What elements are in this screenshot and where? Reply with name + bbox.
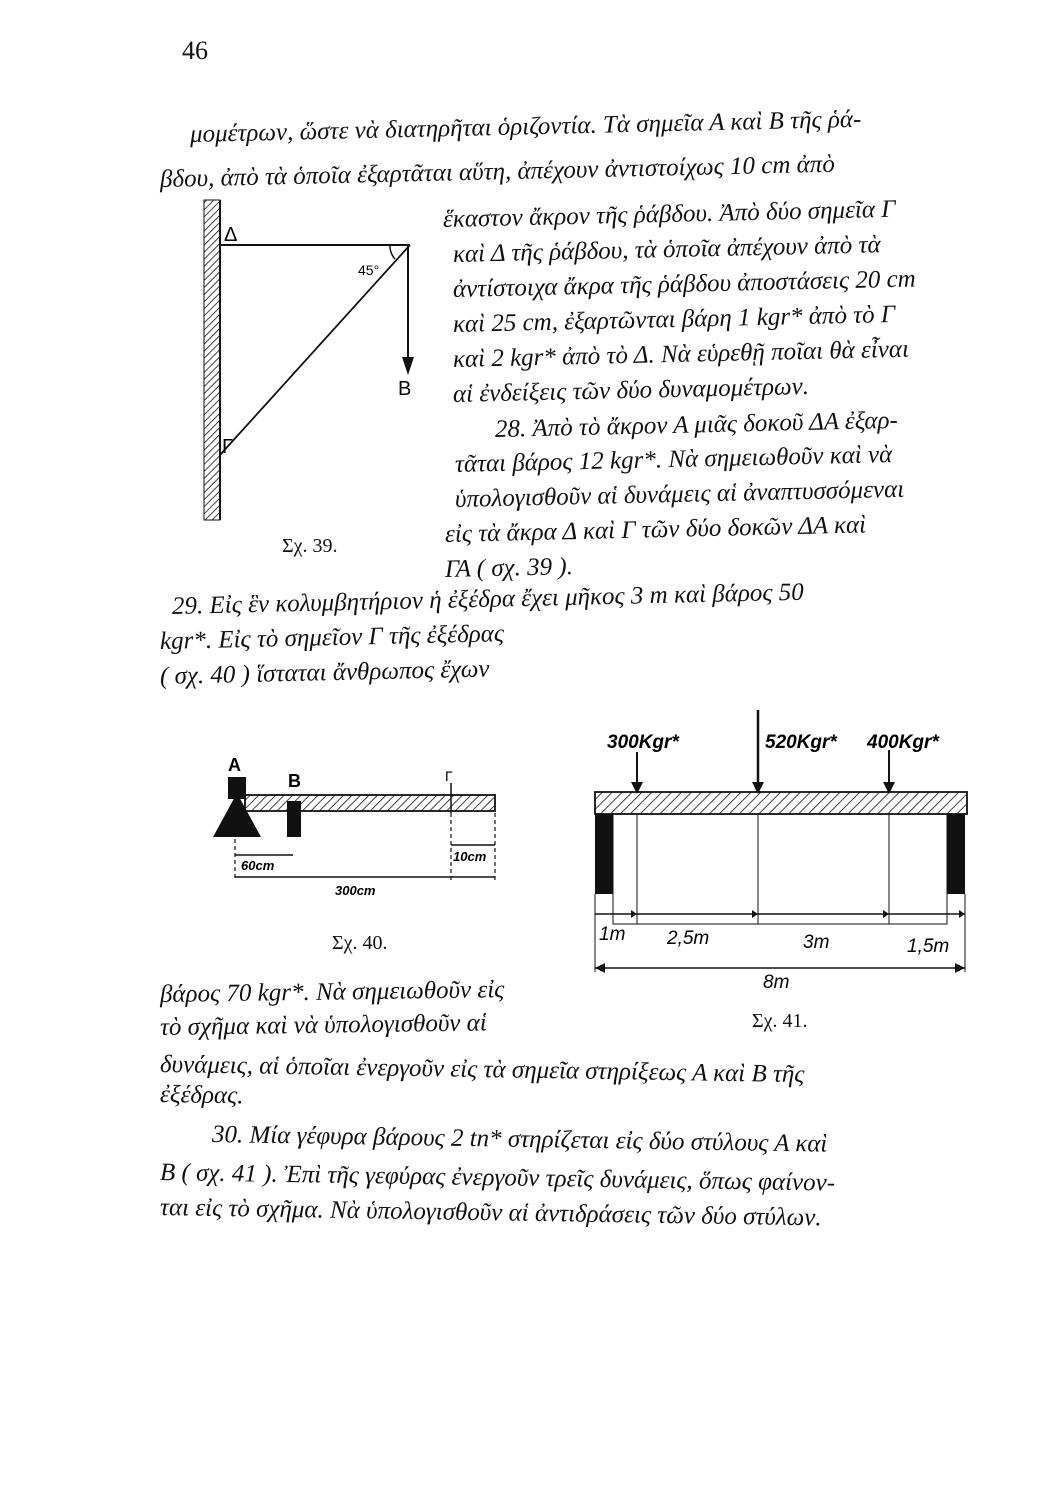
label-gamma: Γ bbox=[222, 436, 234, 458]
label-b: B bbox=[398, 378, 412, 400]
force-label-520: 520Kgr* bbox=[765, 732, 837, 753]
label-angle: 45° bbox=[358, 262, 380, 278]
dim-label-300: 300cm bbox=[335, 883, 376, 898]
force-label-400: 400Kgr* bbox=[867, 732, 939, 753]
platform bbox=[245, 795, 495, 811]
text-line: αἱ ἐνδείξεις τῶν δύο δυναμομέτρων. bbox=[452, 372, 810, 408]
figure-41 bbox=[585, 710, 975, 993]
pillar-a bbox=[595, 814, 613, 894]
label-b: B bbox=[288, 771, 301, 791]
text-line: ( σχ. 40 ) ἵσταται ἄνθρωπος ἔχων bbox=[159, 655, 490, 690]
beam-ga bbox=[220, 245, 410, 455]
tick bbox=[631, 910, 637, 918]
text-line: ἀντίστοιχα ἄκρα τῆς ῥάβδου ἀποστάσεις 20 cm bbox=[452, 265, 916, 303]
dim-label-60: 60cm bbox=[241, 858, 275, 873]
pillar-b bbox=[947, 814, 965, 894]
text-line: δυνάμεις, αἱ ὁποῖαι ἐνεργοῦν εἰς τὰ σημεῖα στηρίξεως Α καὶ Β τῆς bbox=[159, 1051, 805, 1089]
text-line: βάρος 70 kgr*. Νὰ σημειωθοῦν εἰς bbox=[159, 976, 505, 1008]
text-line: μομέτρων, ὥστε νὰ διατηρῆται ὁριζοντία. Τὰ σημεῖα Α καὶ Β τῆς ῥά- bbox=[189, 105, 862, 148]
text-line: ται εἰς τὸ σχῆμα. Νὰ ὑπολογισθοῦν αἱ ἀντιδράσεις τῶν δύο στύλων. bbox=[159, 1194, 822, 1232]
text-line: ἕκαστον ἄκρον τῆς ῥάβδου. Ἀπὸ δύο σημεῖα Γ bbox=[442, 195, 896, 233]
dim-label-10: 10cm bbox=[453, 849, 487, 864]
bridge-deck bbox=[595, 792, 967, 814]
text-line: ΓΑ ( σχ. 39 ). bbox=[444, 553, 574, 583]
figure-40 bbox=[205, 755, 515, 898]
text-line: εἰς τὰ ἄκρα Δ καὶ Γ τῶν δύο δοκῶν ΔΑ καὶ bbox=[444, 511, 867, 548]
arrow-right bbox=[955, 963, 965, 973]
seg-label-3: 3m bbox=[803, 932, 830, 953]
label-gamma: Γ bbox=[445, 768, 453, 784]
text-line: kgr*. Εἰς τὸ σημεῖον Γ τῆς ἐξέδρας bbox=[159, 620, 505, 655]
page-number: 46 bbox=[182, 36, 208, 65]
text-line: τᾶται βάρος 12 kgr*. Νὰ σημειωθοῦν καὶ νὰ bbox=[454, 441, 893, 478]
force-label-300: 300Kgr* bbox=[607, 732, 679, 753]
text-line: 28. Ἀπὸ τὸ ἄκρον Α μιᾶς δοκοῦ ΔΑ ἐξαρ- bbox=[494, 406, 899, 443]
angle-arc bbox=[390, 245, 395, 259]
figure-40-caption: Σχ. 40. bbox=[332, 932, 388, 954]
label-a: A bbox=[228, 755, 241, 775]
figure-39 bbox=[190, 195, 450, 535]
arrow-head-b bbox=[402, 357, 414, 375]
text-line: τὸ σχῆμα καὶ νὰ ὑπολογισθοῦν αἱ bbox=[159, 1009, 487, 1041]
text-line: ἐξέδρας. bbox=[159, 1081, 244, 1110]
text-line: βδου, ἀπὸ τὰ ὁποῖα ἐξαρτᾶται αὕτη, ἀπέχουν ἀντιστοίχως 10 cm ἀπὸ bbox=[159, 150, 836, 193]
wall bbox=[204, 200, 220, 520]
text-line: ὑπολογισθοῦν αἱ δυνάμεις αἱ ἀναπτυσσόμεναι bbox=[454, 475, 905, 513]
text-line: καὶ 25 cm, ἐξαρτῶνται βάρη 1 kgr* ἀπὸ τὸ Γ bbox=[452, 300, 896, 338]
tick bbox=[752, 910, 758, 918]
seg-label-4: 1,5m bbox=[907, 936, 950, 957]
total-label: 8m bbox=[763, 972, 790, 993]
figure-39-caption: Σχ. 39. bbox=[282, 535, 338, 557]
arrow-left bbox=[595, 963, 605, 973]
text-line: Β ( σχ. 41 ). Ἐπὶ τῆς γεφύρας ἐνεργοῦν τρεῖς δυνάμεις, ὅπως φαίνον- bbox=[159, 1159, 836, 1197]
label-delta: Δ bbox=[224, 224, 238, 246]
text-line: 29. Εἰς ἓν κολυμβητήριον ἡ ἐξέδρα ἔχει μῆκος 3 m καὶ βάρος 50 bbox=[171, 578, 805, 620]
text-line: 30. Μία γέφυρα βάρους 2 tn* στηρίζεται εἰς δύο στύλους Α καὶ bbox=[211, 1121, 828, 1158]
tick bbox=[959, 910, 965, 918]
text-line: καὶ 2 kgr* ἀπὸ τὸ Δ. Νὰ εὑρεθῇ ποῖαι θὰ εἶναι bbox=[452, 335, 910, 373]
text-line: καὶ Δ τῆς ῥάβδου, τὰ ὁποῖα ἀπέχουν ἀπὸ τὰ bbox=[452, 231, 881, 268]
tick bbox=[883, 910, 889, 918]
seg-label-1: 1m bbox=[599, 924, 626, 945]
bridge-outline bbox=[613, 814, 947, 924]
figure-41-caption: Σχ. 41. bbox=[752, 1010, 808, 1032]
seg-label-2: 2,5m bbox=[667, 928, 710, 949]
